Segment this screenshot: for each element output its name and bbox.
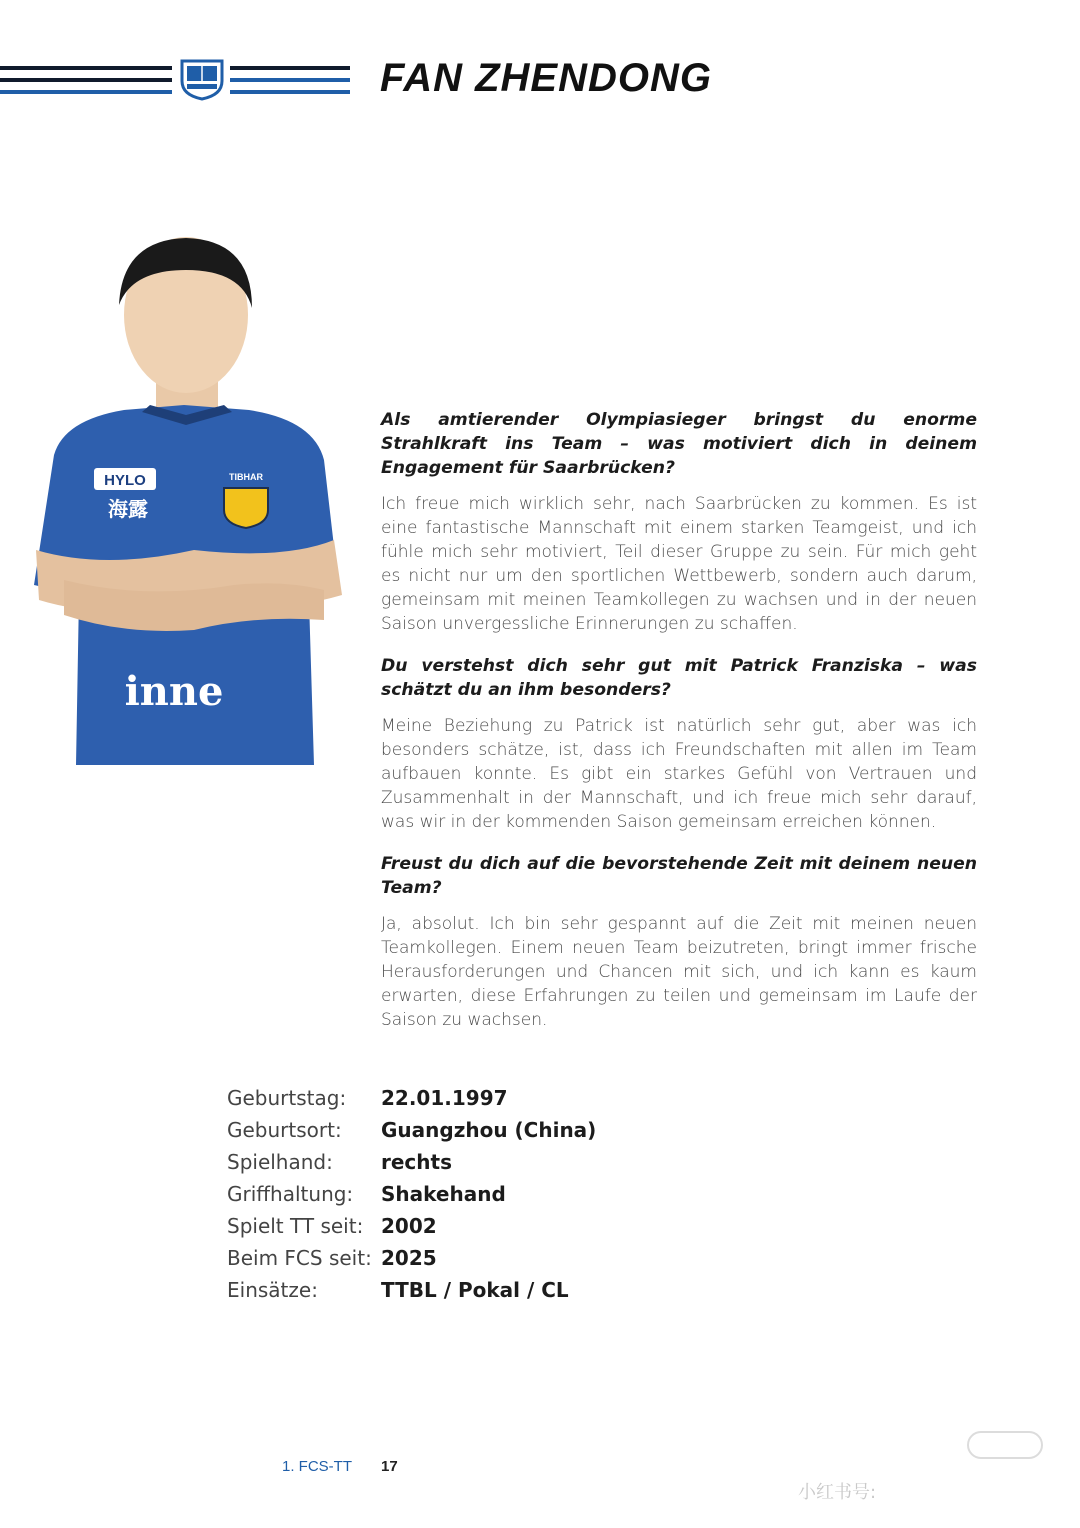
fact-row	[227, 1146, 596, 1178]
shirt-crest-icon	[224, 488, 268, 528]
fact-row	[227, 1242, 596, 1274]
page-number: 17	[381, 1458, 398, 1475]
player-facts	[227, 1082, 596, 1306]
interview	[381, 408, 977, 1050]
fact-row	[227, 1210, 596, 1242]
fact-value: 22.01.1997	[381, 1086, 508, 1110]
fact-row	[227, 1274, 596, 1306]
fact-value: TTBL / Pokal / CL	[381, 1278, 569, 1302]
fact-label: Geburtsort:	[227, 1118, 342, 1142]
fact-label: Spielhand:	[227, 1150, 333, 1174]
shirt-sponsor-main: inne	[124, 668, 224, 715]
player-photo	[24, 220, 349, 765]
fact-row	[227, 1178, 596, 1210]
watermark-logo-icon	[966, 1430, 1046, 1460]
fact-value: 2002	[381, 1214, 437, 1238]
club-crest-logo	[178, 57, 226, 101]
question-2: Du verstehst dich sehr gut mit Patrick Franziska – was schätzt du an ihm besonders?	[381, 656, 977, 700]
answer-2: Meine Beziehung zu Patrick ist natürlich sehr gut, aber was ich besonders schätze, ist, dass ich Freundschaften mit allen im Team aufbauen konnte. Es gibt ein starkes Gefühl von Vertrauen und Zusammenhalt in der Mannschaft, und ich freue mich sehr darauf, was wir in der kommenden Saison gemeinsam erreichen können.	[381, 716, 977, 832]
fact-value: rechts	[381, 1150, 452, 1174]
fact-label: Spielt TT seit:	[227, 1214, 364, 1238]
question-3: Freust du dich auf die bevorstehende Zeit mit deinem neuen Team?	[381, 854, 977, 898]
fact-value: Guangzhou (China)	[381, 1118, 597, 1142]
watermark-text: 小红书号:	[798, 1482, 877, 1503]
answer-1: Ich freue mich wirklich sehr, nach Saarbrücken zu kommen. Es ist eine fantastische Mannschaft mit einem starken Teamgeist, und ich fühle mich sehr motiviert, Teil dieser Gruppe zu sein. Für mich geht es nicht nur um den sportlichen Wettbewerb, sondern auch darum, gemeinsam mit meinen Teamkollegen zu wachsen und in der neuen Saison unvergessliche Erinnerungen zu schaffen.	[381, 494, 977, 634]
question-1: Als amtierender Olympiasieger bringst du enorme Strahlkraft ins Team – was motiviert dich in deinem Engagement für Saarbrücken?	[381, 410, 977, 478]
answer-3: Ja, absolut. Ich bin sehr gespannt auf die Zeit mit meinen neuen Teamkollegen. Einem neuen Team beizutreten, bringt immer frische Herausforderungen und Chancen mit sich, und ich kann es kaum erwarten, diese Erfahrungen zu teilen und gemeinsam im Laufe der Saison zu wachsen.	[381, 914, 977, 1030]
fact-label: Griffhaltung:	[227, 1182, 354, 1206]
fact-value: 2025	[381, 1246, 437, 1270]
footer-brand: 1. FCS-TT	[282, 1458, 352, 1475]
page-title: FAN ZHENDONG	[380, 56, 712, 100]
fact-label: Beim FCS seit:	[227, 1246, 372, 1270]
fact-label: Einsätze:	[227, 1278, 318, 1302]
fact-row	[227, 1114, 596, 1146]
fact-row	[227, 1082, 596, 1114]
shirt-chinese-sponsor: 海露	[108, 497, 148, 521]
fact-label: Geburtstag:	[227, 1086, 347, 1110]
shirt-sponsor-top: HYLO	[104, 472, 146, 489]
shirt-brand: TIBHAR	[229, 472, 263, 482]
fact-value: Shakehand	[381, 1182, 506, 1206]
